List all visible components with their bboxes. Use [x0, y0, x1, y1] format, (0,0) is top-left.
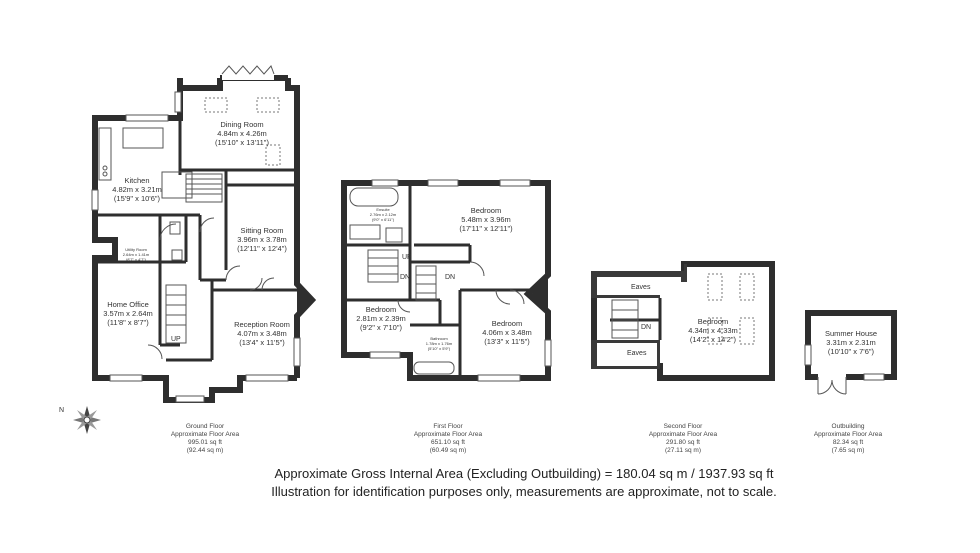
bath	[414, 362, 454, 374]
window	[110, 375, 142, 381]
shower-tray	[350, 225, 380, 239]
floor-sqm: (60.49 sq m)	[429, 447, 467, 454]
door-swing	[148, 345, 162, 359]
room-imperial: (17'11" x 12'11")	[459, 224, 513, 233]
window	[294, 338, 300, 366]
second-floor-plan	[591, 264, 772, 378]
room-metric: 3.57m x 2.64m	[103, 309, 153, 318]
room-imperial: (10'10" x 7'6")	[827, 347, 875, 356]
window	[92, 190, 98, 210]
disclaimer-text: Illustration for identification purposes only, measurements are approximate, not to scale.	[271, 484, 777, 499]
room-imperial: (9'0" x 6'11")	[371, 217, 395, 222]
floor-sqft: 82.34 sq ft	[832, 439, 864, 446]
room-imperial: (14'2" x 14'2")	[689, 335, 737, 344]
room-name: Kitchen	[124, 176, 150, 185]
door-swing	[226, 266, 240, 280]
floor-sqm: (92.44 sq m)	[186, 447, 224, 454]
room-label-bed4	[688, 317, 738, 344]
room-imperial: (13'4" x 11'5")	[239, 338, 285, 347]
eaves-label: Eaves	[631, 284, 651, 291]
room-metric: 5.48m x 3.96m	[461, 215, 511, 224]
room-label-summer	[825, 329, 877, 356]
floor-sub: Approximate Floor Area	[813, 431, 883, 438]
door-swing	[200, 218, 214, 232]
room-label-sitting	[237, 226, 287, 253]
room-label-kitchen	[112, 176, 162, 203]
floor-name: Outbuilding	[831, 423, 865, 430]
room-metric: 2.81m x 2.39m	[356, 314, 406, 323]
basin	[172, 250, 182, 260]
floor-name: First Floor	[433, 423, 463, 430]
floor-sqm: (7.65 sq m)	[831, 447, 865, 454]
room-name: Dining Room	[220, 120, 264, 129]
room-label-bed2	[356, 305, 406, 332]
roof-window	[266, 145, 280, 165]
room-metric: 4.34m x 4.33m	[688, 326, 738, 335]
door-swing	[160, 224, 176, 240]
floor-sub: Approximate Floor Area	[413, 431, 483, 438]
room-metric: 4.07m x 3.48m	[237, 329, 287, 338]
room-name: Bedroom	[491, 319, 523, 328]
floor-sqft: 995.01 sq ft	[188, 439, 222, 446]
floor-sqft: 291.80 sq ft	[666, 439, 700, 446]
room-label-utility	[123, 247, 150, 262]
window	[175, 92, 181, 112]
room-name: Bathroom	[430, 336, 448, 341]
room-label-bed3	[482, 319, 532, 346]
caption-second-floor	[649, 423, 718, 454]
stairs-up-label: UP	[171, 336, 181, 343]
room-imperial: (8'7" x 4'7")	[125, 257, 147, 262]
floor-sqm: (27.11 sq m)	[664, 447, 702, 454]
room-label-dining	[215, 120, 269, 147]
room-label-office	[103, 300, 153, 327]
room-imperial: (15'9" x 10'6")	[113, 194, 161, 203]
room-imperial: (11'8" x 8'7")	[107, 318, 149, 327]
room-metric: 4.82m x 3.21m	[112, 185, 162, 194]
room-metric: 2.76m x 2.12m	[369, 212, 397, 217]
stairs-down-label: DN	[641, 324, 652, 331]
compass-rose	[59, 406, 101, 434]
stairs-down-label: DN	[400, 274, 411, 281]
room-label-ensuite	[370, 207, 397, 222]
room-imperial: (5'10" x 5'9")	[427, 346, 451, 351]
room-imperial: (13'3" x 11'5")	[484, 337, 530, 346]
room-label-bed1	[459, 206, 513, 233]
room-name: Bedroom	[365, 305, 397, 314]
floor-sub: Approximate Floor Area	[170, 431, 240, 438]
room-name: Summer House	[824, 329, 878, 338]
room-metric: 4.06m x 3.48m	[482, 328, 532, 337]
room-name: Reception Room	[234, 320, 290, 329]
eaves-label: Eaves	[627, 350, 647, 357]
caption-outbuilding	[814, 423, 883, 454]
floor-name: Second Floor	[663, 423, 703, 430]
caption-first-floor	[414, 423, 483, 454]
gross-area-summary: Approximate Gross Internal Area (Excluding Outbuilding) = 180.04 sq m / 1937.93 sq ft	[274, 466, 774, 481]
floor-sub: Approximate Floor Area	[648, 431, 718, 438]
room-metric: 3.31m x 2.31m	[826, 338, 876, 347]
room-metric: 2.64m x 1.41m	[122, 252, 150, 257]
room-name: Bedroom	[470, 206, 502, 215]
room-name: Bedroom	[697, 317, 729, 326]
stairs-up-label: UP	[402, 254, 412, 261]
room-metric: 1.78m x 1.76m	[425, 341, 453, 346]
room-imperial: (12'11" x 12'4")	[237, 244, 287, 253]
room-imperial: (15'10" x 13'11")	[215, 138, 269, 147]
caption-ground-floor	[171, 423, 240, 454]
room-label-reception	[234, 320, 290, 347]
roof-window	[257, 98, 279, 112]
floor-sqft: 651.10 sq ft	[431, 439, 465, 446]
room-imperial: (9'2" x 7'10")	[360, 323, 402, 332]
door-swing	[250, 278, 274, 290]
bath	[350, 188, 398, 206]
room-metric: 3.96m x 3.78m	[237, 235, 287, 244]
room-metric: 4.84m x 4.26m	[217, 129, 267, 138]
stairs-down-label: DN	[445, 274, 456, 281]
north-label: N	[59, 407, 65, 414]
kitchen-units	[123, 128, 163, 148]
room-name: Ensuite	[376, 207, 390, 212]
room-name: Home Office	[107, 300, 149, 309]
room-name: Sitting Room	[240, 226, 284, 235]
ground-floor-stairs	[166, 174, 222, 343]
window	[126, 115, 168, 121]
floor-name: Ground Floor	[185, 423, 225, 430]
roof-window	[205, 98, 227, 112]
window	[246, 375, 288, 381]
room-label-bathroom	[426, 336, 453, 351]
room-name: Utility Room	[125, 247, 147, 252]
basin	[386, 228, 402, 242]
bifold-door-gap	[222, 66, 274, 80]
